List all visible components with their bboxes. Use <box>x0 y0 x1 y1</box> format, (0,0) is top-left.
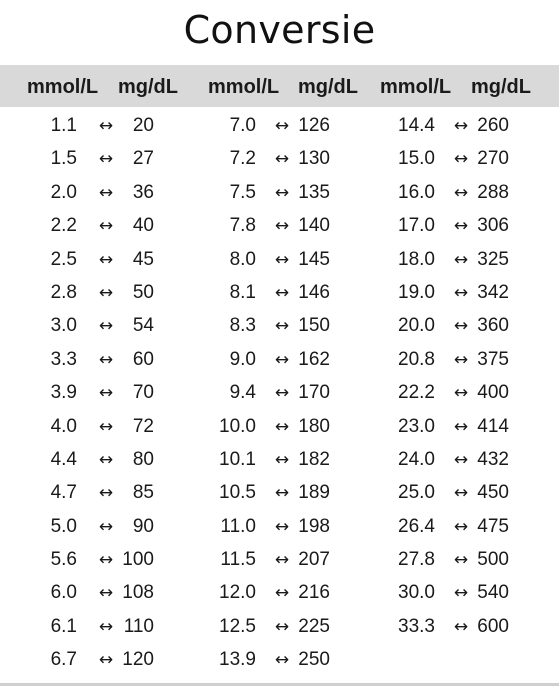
double-arrow-icon: ↔ <box>98 182 114 203</box>
mmol-value: 3.0 <box>50 315 77 337</box>
mmol-value: 4.0 <box>50 415 77 437</box>
mgdl-value: 600 <box>477 615 509 637</box>
mmol-value: 18.0 <box>398 248 435 270</box>
mmol-value: 4.4 <box>50 448 77 470</box>
mmol-value: 4.7 <box>50 482 77 504</box>
double-arrow-icon: ↔ <box>274 149 290 170</box>
mgdl-value: 40 <box>132 215 154 237</box>
mgdl-value: 110 <box>123 615 154 637</box>
mgdl-value: 36 <box>132 181 154 203</box>
mgdl-value: 90 <box>132 515 154 537</box>
mgdl-value: 342 <box>477 281 509 303</box>
mmol-value: 24.0 <box>398 448 435 470</box>
mgdl-value: 27 <box>132 148 154 170</box>
mgdl-value: 126 <box>298 115 330 136</box>
double-arrow-icon: ↔ <box>98 249 114 270</box>
double-arrow-icon: ↔ <box>274 282 290 303</box>
mmol-value: 5.6 <box>50 549 77 571</box>
double-arrow-icon: ↔ <box>274 383 290 404</box>
table-row <box>0 275 540 308</box>
table-row <box>0 108 540 141</box>
double-arrow-icon: ↔ <box>98 449 114 470</box>
double-arrow-icon: ↔ <box>453 216 469 237</box>
mmol-value: 27.8 <box>398 549 435 571</box>
mgdl-value: 80 <box>132 448 154 470</box>
mgdl-value: 50 <box>132 281 154 303</box>
header-mmol-col1: mmol/L <box>27 76 99 98</box>
mmol-value: 7.2 <box>229 148 256 170</box>
double-arrow-icon: ↔ <box>453 116 469 136</box>
mmol-value: 14.4 <box>398 115 435 136</box>
double-arrow-icon: ↔ <box>453 349 469 370</box>
double-arrow-icon: ↔ <box>274 216 290 237</box>
mmol-value: 12.5 <box>219 615 256 637</box>
bottom-divider <box>0 683 559 686</box>
mgdl-value: 375 <box>477 348 509 370</box>
double-arrow-icon: ↔ <box>98 416 114 437</box>
double-arrow-icon: ↔ <box>274 449 290 470</box>
mgdl-value: 400 <box>477 382 509 404</box>
header-mgdl-col2: mg/dL <box>298 76 358 98</box>
mgdl-value: 120 <box>122 649 154 671</box>
mmol-value: 13.9 <box>219 649 256 671</box>
mgdl-value: 130 <box>298 148 330 170</box>
double-arrow-icon: ↔ <box>98 516 114 537</box>
table-row <box>0 442 540 475</box>
double-arrow-icon: ↔ <box>453 416 469 437</box>
mgdl-value: 414 <box>477 415 509 437</box>
mmol-value: 10.1 <box>219 448 256 470</box>
double-arrow-icon: ↔ <box>98 116 114 136</box>
table-row <box>0 242 540 275</box>
mgdl-value: 500 <box>477 549 509 571</box>
mmol-value: 10.0 <box>219 415 256 437</box>
mmol-value: 20.8 <box>398 348 435 370</box>
double-arrow-icon: ↔ <box>453 316 469 337</box>
double-arrow-icon: ↔ <box>98 216 114 237</box>
table-row <box>0 542 540 575</box>
mgdl-value: 189 <box>298 482 330 504</box>
double-arrow-icon: ↔ <box>453 249 469 270</box>
double-arrow-icon: ↔ <box>98 316 114 337</box>
double-arrow-icon: ↔ <box>274 116 290 136</box>
mmol-value: 20.0 <box>398 315 435 337</box>
page-title: Conversie <box>183 8 376 52</box>
mgdl-value: 540 <box>477 582 509 604</box>
table-row <box>0 642 360 675</box>
double-arrow-icon: ↔ <box>98 349 114 370</box>
mmol-value: 5.0 <box>50 515 77 537</box>
mmol-value: 8.0 <box>229 248 256 270</box>
mgdl-value: 150 <box>298 315 330 337</box>
mmol-value: 23.0 <box>398 415 435 437</box>
mmol-value: 26.4 <box>398 515 435 537</box>
mgdl-value: 45 <box>132 248 154 270</box>
mmol-value: 7.0 <box>229 115 256 136</box>
mmol-value: 2.5 <box>50 248 77 270</box>
mgdl-value: 100 <box>122 549 154 571</box>
double-arrow-icon: ↔ <box>98 282 114 303</box>
double-arrow-icon: ↔ <box>98 616 114 637</box>
mgdl-value: 260 <box>477 115 509 136</box>
conversion-column-3 <box>0 108 540 642</box>
mgdl-value: 432 <box>477 448 509 470</box>
mmol-value: 11.0 <box>220 515 256 537</box>
mmol-value: 2.2 <box>50 215 77 237</box>
double-arrow-icon: ↔ <box>453 449 469 470</box>
mmol-value: 8.1 <box>229 281 256 303</box>
mmol-value: 19.0 <box>398 281 435 303</box>
mmol-value: 10.5 <box>219 482 256 504</box>
mmol-value: 11.5 <box>220 549 256 571</box>
table-row <box>0 609 540 642</box>
double-arrow-icon: ↔ <box>274 349 290 370</box>
mgdl-value: 360 <box>477 315 509 337</box>
mmol-value: 16.0 <box>398 181 435 203</box>
mgdl-value: 60 <box>132 348 154 370</box>
mmol-value: 9.0 <box>229 348 256 370</box>
double-arrow-icon: ↔ <box>98 550 114 571</box>
table-row <box>0 575 540 608</box>
mgdl-value: 85 <box>132 482 154 504</box>
table-row <box>0 208 540 241</box>
table-row <box>0 342 540 375</box>
mmol-value: 1.1 <box>50 115 77 136</box>
double-arrow-icon: ↔ <box>274 483 290 504</box>
mgdl-value: 70 <box>132 382 154 404</box>
double-arrow-icon: ↔ <box>274 550 290 571</box>
mgdl-value: 207 <box>298 549 330 571</box>
double-arrow-icon: ↔ <box>453 282 469 303</box>
double-arrow-icon: ↔ <box>453 182 469 203</box>
header-mmol-col3: mmol/L <box>380 76 452 98</box>
mgdl-value: 108 <box>122 582 154 604</box>
mmol-value: 2.8 <box>50 281 77 303</box>
mmol-value: 8.3 <box>229 315 256 337</box>
mmol-value: 25.0 <box>398 482 435 504</box>
double-arrow-icon: ↔ <box>453 583 469 604</box>
mgdl-value: 145 <box>298 248 330 270</box>
table-row <box>0 175 540 208</box>
table-header <box>0 65 559 107</box>
mgdl-value: 146 <box>298 281 330 303</box>
mmol-value: 12.0 <box>219 582 256 604</box>
mmol-value: 22.2 <box>398 382 435 404</box>
mgdl-value: 54 <box>132 315 154 337</box>
double-arrow-icon: ↔ <box>274 249 290 270</box>
double-arrow-icon: ↔ <box>453 550 469 571</box>
double-arrow-icon: ↔ <box>274 516 290 537</box>
mgdl-value: 216 <box>298 582 330 604</box>
table-row <box>0 141 540 174</box>
mgdl-value: 450 <box>477 482 509 504</box>
double-arrow-icon: ↔ <box>274 316 290 337</box>
mgdl-value: 140 <box>298 215 330 237</box>
mmol-value: 6.7 <box>50 649 77 671</box>
table-row <box>0 308 540 341</box>
double-arrow-icon: ↔ <box>274 650 290 671</box>
mgdl-value: 180 <box>298 415 330 437</box>
mgdl-value: 182 <box>298 448 330 470</box>
mgdl-value: 306 <box>477 215 509 237</box>
mgdl-value: 20 <box>132 115 154 136</box>
mgdl-value: 72 <box>132 415 154 437</box>
double-arrow-icon: ↔ <box>453 383 469 404</box>
header-mmol-col2: mmol/L <box>208 76 280 98</box>
double-arrow-icon: ↔ <box>453 516 469 537</box>
double-arrow-icon: ↔ <box>453 483 469 504</box>
mmol-value: 33.3 <box>398 615 435 637</box>
mmol-value: 7.8 <box>229 215 256 237</box>
mgdl-value: 170 <box>298 382 330 404</box>
mgdl-value: 270 <box>477 148 509 170</box>
mgdl-value: 475 <box>477 515 509 537</box>
mgdl-value: 225 <box>298 615 330 637</box>
mgdl-value: 288 <box>477 181 509 203</box>
mgdl-value: 198 <box>298 515 330 537</box>
mmol-value: 9.4 <box>229 382 256 404</box>
table-row <box>0 375 540 408</box>
mmol-value: 3.3 <box>50 348 77 370</box>
mgdl-value: 135 <box>298 181 330 203</box>
mmol-value: 6.1 <box>50 615 77 637</box>
mgdl-value: 162 <box>298 348 330 370</box>
double-arrow-icon: ↔ <box>274 182 290 203</box>
double-arrow-icon: ↔ <box>274 616 290 637</box>
table-row <box>0 509 540 542</box>
mmol-value: 30.0 <box>398 582 435 604</box>
double-arrow-icon: ↔ <box>98 483 114 504</box>
double-arrow-icon: ↔ <box>453 149 469 170</box>
mmol-value: 7.5 <box>229 181 256 203</box>
mgdl-value: 325 <box>477 248 509 270</box>
double-arrow-icon: ↔ <box>98 383 114 404</box>
double-arrow-icon: ↔ <box>98 583 114 604</box>
double-arrow-icon: ↔ <box>274 416 290 437</box>
table-row <box>0 409 540 442</box>
mmol-value: 2.0 <box>50 181 77 203</box>
mmol-value: 1.5 <box>50 148 77 170</box>
mmol-value: 3.9 <box>50 382 77 404</box>
double-arrow-icon: ↔ <box>98 650 114 671</box>
double-arrow-icon: ↔ <box>274 583 290 604</box>
mmol-value: 6.0 <box>50 582 77 604</box>
mmol-value: 15.0 <box>398 148 435 170</box>
double-arrow-icon: ↔ <box>98 149 114 170</box>
header-mgdl-col1: mg/dL <box>118 76 178 98</box>
mmol-value: 17.0 <box>398 215 435 237</box>
mgdl-value: 250 <box>298 649 330 671</box>
table-row <box>0 475 540 508</box>
double-arrow-icon: ↔ <box>453 616 469 637</box>
header-mgdl-col3: mg/dL <box>471 76 531 98</box>
